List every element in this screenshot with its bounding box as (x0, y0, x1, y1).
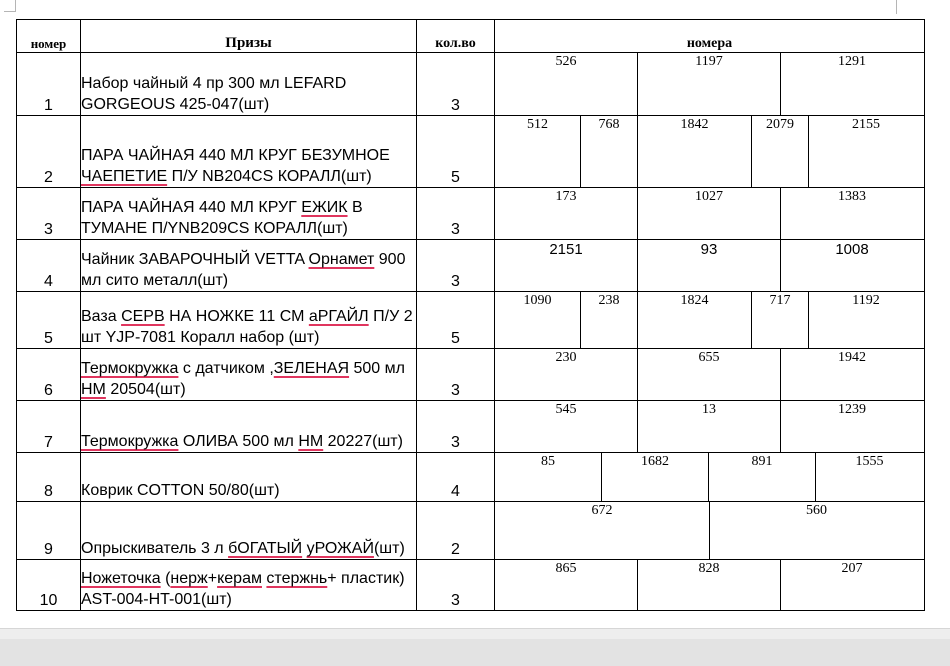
ticket-numbers-cell (495, 453, 925, 502)
prizes-table (16, 19, 925, 611)
prize-name-part: с датчиком , (178, 360, 274, 377)
prize-name-part: ПАРА ЧАЙНАЯ 440 МЛ КРУГ (81, 199, 302, 216)
ticket-numbers-cell (495, 240, 925, 292)
ticket-number: 1008 (780, 240, 923, 291)
prize-name-part: ПАРА ЧАЙНАЯ 440 МЛ КРУГ БЕЗУМНОЕ (81, 147, 390, 164)
ticket-number: 1842 (637, 116, 751, 187)
table-row (17, 502, 925, 560)
row-number: 10 (17, 560, 81, 611)
row-number: 4 (17, 240, 81, 292)
ticket-number: 865 (555, 561, 577, 576)
row-number: 3 (17, 188, 81, 240)
ticket-number: 768 (580, 116, 637, 187)
header-numbers: номера (495, 20, 925, 53)
ticket-number: 526 (555, 54, 577, 69)
prize-qty: 2 (417, 502, 495, 560)
ticket-number: 1682 (601, 453, 708, 501)
table-row (17, 349, 925, 401)
prize-name-flagged-word: стержнь (266, 570, 328, 587)
prize-name-part: 20504(шт) (105, 381, 186, 398)
table-row (17, 116, 925, 188)
prize-name-flagged-word: уРОЖАЙ (306, 540, 374, 557)
prize-name-part: (шт) (373, 540, 405, 557)
prize-name (81, 401, 417, 453)
ticket-number: 545 (555, 402, 577, 417)
ticket-number: 655 (637, 349, 780, 400)
ticket-number: 13 (637, 401, 780, 452)
ticket-number: 828 (637, 560, 780, 610)
ticket-numbers-cell (495, 53, 925, 116)
ticket-number: 1291 (780, 53, 923, 115)
ticket-number: 891 (708, 453, 815, 501)
prize-name (81, 502, 417, 560)
prize-name (81, 116, 417, 188)
prize-name (81, 560, 417, 611)
ticket-number: 2151 (549, 241, 583, 258)
prize-name-flagged-word: Орнамет (308, 251, 375, 268)
ticket-number: 93 (637, 240, 780, 291)
prize-name-part: 20227(шт) (323, 433, 403, 450)
ticket-numbers-cell (495, 292, 925, 349)
prize-name-part: 900 мл сито металл(шт) (81, 251, 406, 289)
header-number: номер (17, 20, 81, 53)
prize-qty: 3 (417, 188, 495, 240)
prize-qty: 5 (417, 116, 495, 188)
ticket-numbers-cell (495, 502, 925, 560)
table-row (17, 560, 925, 611)
ticket-number: 1824 (637, 292, 751, 348)
prize-name-flagged-word: НМ (298, 433, 324, 450)
prize-name (81, 292, 417, 349)
page-corner-mark-right (896, 0, 897, 14)
ticket-number: 672 (591, 503, 613, 518)
prize-name (81, 188, 417, 240)
prize-name-part: Набор чайный 4 пр 300 мл LEFARD GORGEOUS 425-047(шт) (81, 75, 347, 113)
page-corner-mark-left-h (4, 11, 16, 12)
status-bar-fill (0, 639, 950, 666)
row-number: 1 (17, 53, 81, 116)
header-qty: кол.во (417, 20, 495, 53)
ticket-number: 238 (580, 292, 637, 348)
ticket-numbers-cell (495, 116, 925, 188)
prize-name-part: + пластик) AST-004-HT-001(шт) (81, 570, 405, 608)
prize-name-flagged-word: ЗЕЛЕНАЯ (273, 360, 350, 377)
ticket-numbers-cell (495, 349, 925, 401)
prize-name-flagged-word: Ножеточка (81, 570, 161, 587)
ticket-number: 2155 (808, 116, 923, 187)
prize-name-part: П/У 2 шт YJP-7081 Коралл набор (шт) (81, 308, 413, 346)
ticket-numbers-cell (495, 188, 925, 240)
prize-name (81, 240, 417, 292)
ticket-numbers-cell (495, 401, 925, 453)
prize-qty: 4 (417, 453, 495, 502)
prize-name-flagged-word: ЧАЕПЕТИЕ (81, 168, 168, 185)
prize-name-part: НА НОЖКЕ 11 СМ (164, 308, 309, 325)
ticket-number: 1555 (815, 453, 923, 501)
ticket-numbers-cell (495, 560, 925, 611)
ticket-number: 1027 (637, 188, 780, 239)
prize-name (81, 53, 417, 116)
row-number: 8 (17, 453, 81, 502)
prize-name-flagged-word: Термокружка (81, 433, 179, 450)
ticket-number: 207 (780, 560, 923, 610)
prize-name-flagged-word: керам (217, 570, 262, 587)
ticket-number: 1192 (808, 292, 923, 348)
header-prize: Призы (81, 20, 417, 53)
table-row (17, 453, 925, 502)
prize-name-part: В ТУМАНЕ П/YNB209CS КОРАЛЛ(шт) (81, 199, 363, 237)
row-number: 5 (17, 292, 81, 349)
prize-name-flagged-word: НМ (81, 381, 106, 398)
ticket-number: 230 (555, 350, 577, 365)
prize-name-part: 500 мл (349, 360, 405, 377)
prize-qty: 3 (417, 53, 495, 116)
prize-name-flagged-word: нерж (170, 570, 208, 587)
ticket-number: 1239 (780, 401, 923, 452)
ticket-number: 85 (541, 454, 555, 469)
prize-name-flagged-word: аРГАЙЛ (308, 308, 369, 325)
prize-name (81, 349, 417, 401)
prize-name-part: Ваза (81, 308, 122, 325)
prize-name (81, 453, 417, 502)
ticket-number: 1090 (523, 293, 552, 308)
row-number: 6 (17, 349, 81, 401)
ticket-number: 2079 (751, 116, 808, 187)
ticket-number: 512 (527, 117, 548, 132)
prize-name-part: + (207, 570, 218, 587)
table-row (17, 401, 925, 453)
prize-name-part: ( (160, 570, 171, 587)
prize-qty: 3 (417, 560, 495, 611)
table-header-row (17, 20, 925, 53)
prize-name-flagged-word: Термокружка (81, 360, 179, 377)
prize-name-part: Чайник ЗАВАРОЧНЫЙ VETTA (81, 251, 309, 268)
table-row (17, 240, 925, 292)
prize-name-part: Коврик COTTON 50/80(шт) (81, 482, 280, 499)
table-row (17, 53, 925, 116)
prize-name-flagged-word: СЕРВ (121, 308, 165, 325)
row-number: 7 (17, 401, 81, 453)
prize-name-flagged-word: бОГАТЫЙ (228, 540, 303, 557)
prize-qty: 5 (417, 292, 495, 349)
table-row (17, 188, 925, 240)
ticket-number: 1197 (637, 53, 780, 115)
row-number: 2 (17, 116, 81, 188)
prize-qty: 3 (417, 401, 495, 453)
prize-name-part: П/У NB204CS КОРАЛЛ(шт) (167, 168, 372, 185)
ticket-number: 1942 (780, 349, 923, 400)
table-row (17, 292, 925, 349)
ticket-number: 560 (709, 502, 923, 559)
row-number: 9 (17, 502, 81, 560)
prize-name-part: ОЛИВА 500 мл (178, 433, 299, 450)
prize-name-part: Опрыскиватель 3 л (81, 540, 229, 557)
prize-qty: 3 (417, 349, 495, 401)
prize-qty: 3 (417, 240, 495, 292)
ticket-number: 1383 (780, 188, 923, 239)
prize-name-flagged-word: ЕЖИК (301, 199, 348, 216)
ticket-number: 717 (751, 292, 808, 348)
status-bar (0, 628, 950, 666)
ticket-number: 173 (555, 189, 577, 204)
